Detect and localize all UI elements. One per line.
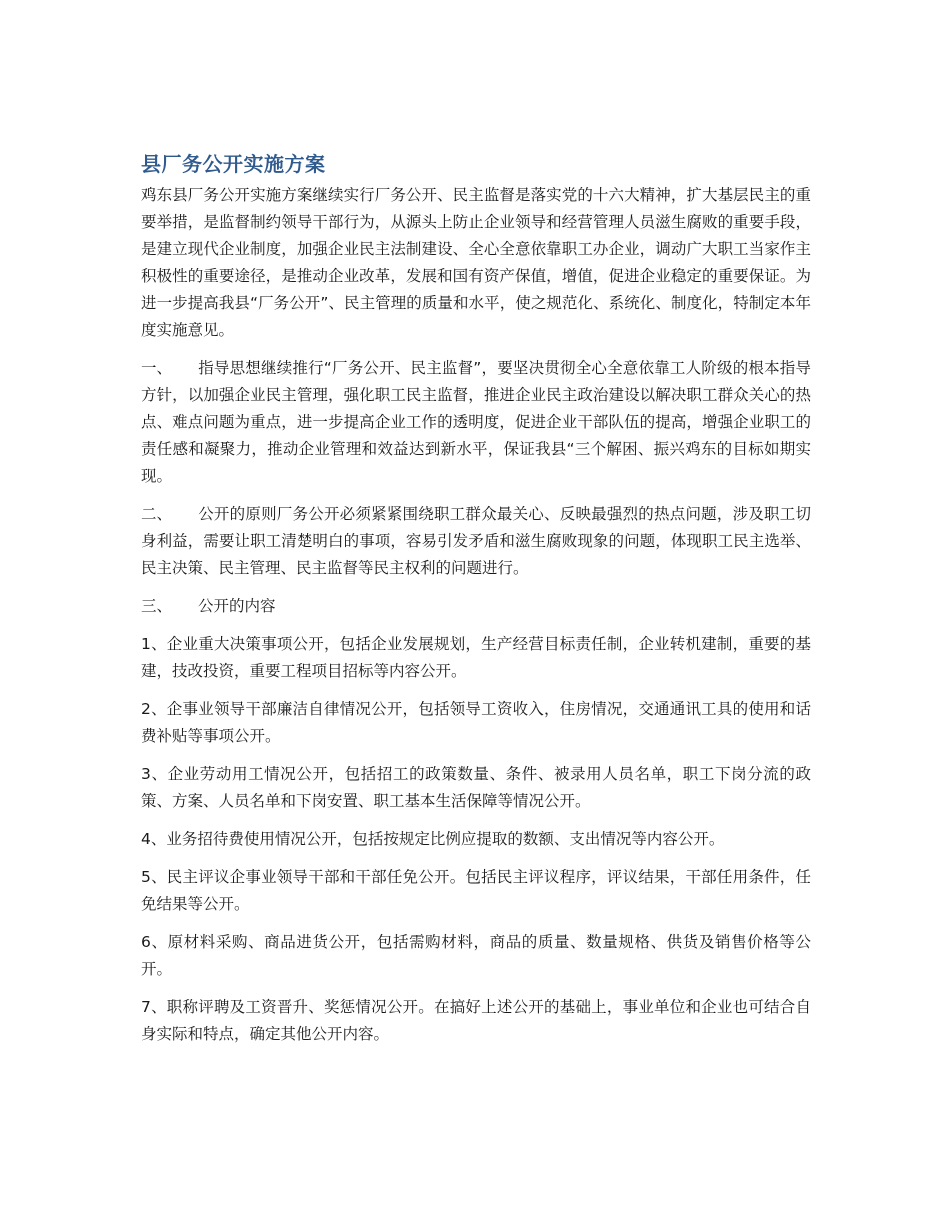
list-item-3: 3、企业劳动用工情况公开，包括招工的政策数量、条件、被录用人员名单，职工下岗分流的政策、方案、人员名单和下岗安置、职工基本生活保障等情况公开。 <box>141 765 811 810</box>
section-1-number: 一、 <box>141 359 173 377</box>
section-2-text: 公开的原则厂务公开必须紧紧围绕职工群众最关心、反映最强烈的热点问题，涉及职工切身利益，需要让职工清楚明白的事项，容易引发矛盾和滋生腐败现象的问题，体现职工民主选举、民主决策、民主管理、民主监督等民主权利的问题进行。 <box>141 505 811 577</box>
list-item-4: 4、业务招待费使用情况公开，包括按规定比例应提取的数额、支出情况等内容公开。 <box>141 830 725 848</box>
section-2-number: 二、 <box>141 505 173 523</box>
section-3-number: 三、 <box>141 597 173 615</box>
section-2 <box>141 501 811 582</box>
list-item-6: 6、原材料采购、商品进货公开，包括需购材料，商品的质量、数量规格、供货及销售价格等公开。 <box>141 933 811 978</box>
list-item-5: 5、民主评议企事业领导干部和干部任免公开。包括民主评议程序，评议结果，干部任用条件，任免结果等公开。 <box>141 868 811 913</box>
document-page <box>141 150 811 1059</box>
section-1-text: 指导思想继续推行“厂务公开、民主监督”，要坚决贯彻全心全意依靠工人阶级的根本指导方针，以加强企业民主管理，强化职工民主监督，推进企业民主政治建设以解决职工群众关心的热点、难点问题为重点，进一步提高企业工作的透明度，促进企业干部队伍的提高，增强企业职工的责任感和凝聚力，推动企业管理和效益达到新水平，保证我县“三个解困、振兴鸡东的目标如期实现。 <box>141 359 811 485</box>
section-3-text: 公开的内容 <box>198 597 276 615</box>
section-1 <box>141 355 811 490</box>
list-item-7: 7、职称评聘及工资晋升、奖惩情况公开。在搞好上述公开的基础上，事业单位和企业也可结合自身实际和特点，确定其他公开内容。 <box>141 998 811 1043</box>
list-item-2: 2、企事业领导干部廉洁自律情况公开，包括领导工资收入，住房情况，交通通讯工具的使用和话费补贴等事项公开。 <box>141 700 811 745</box>
section-3 <box>141 593 811 620</box>
intro-paragraph: 鸡东县厂务公开实施方案继续实行厂务公开、民主监督是落实党的十六大精神，扩大基层民主的重要举措，是监督制约领导干部行为，从源头上防止企业领导和经营管理人员滋生腐败的重要手段，是建立现代企业制度，加强企业民主法制建设、全心全意依靠职工办企业，调动广大职工当家作主积极性的重要途径，是推动企业改革，发展和国有资产保值，增值，促进企业稳定的重要保证。为进一步提高我县“厂务公开”、民主管理的质量和水平，使之规范化、系统化、制度化，特制定本年度实施意见。 <box>141 186 811 339</box>
list-item-1: 1、企业重大决策事项公开，包括企业发展规划，生产经营目标责任制，企业转机建制，重要的基建，技改投资，重要工程项目招标等内容公开。 <box>141 635 811 680</box>
document-title: 县厂务公开实施方案 <box>141 152 326 176</box>
